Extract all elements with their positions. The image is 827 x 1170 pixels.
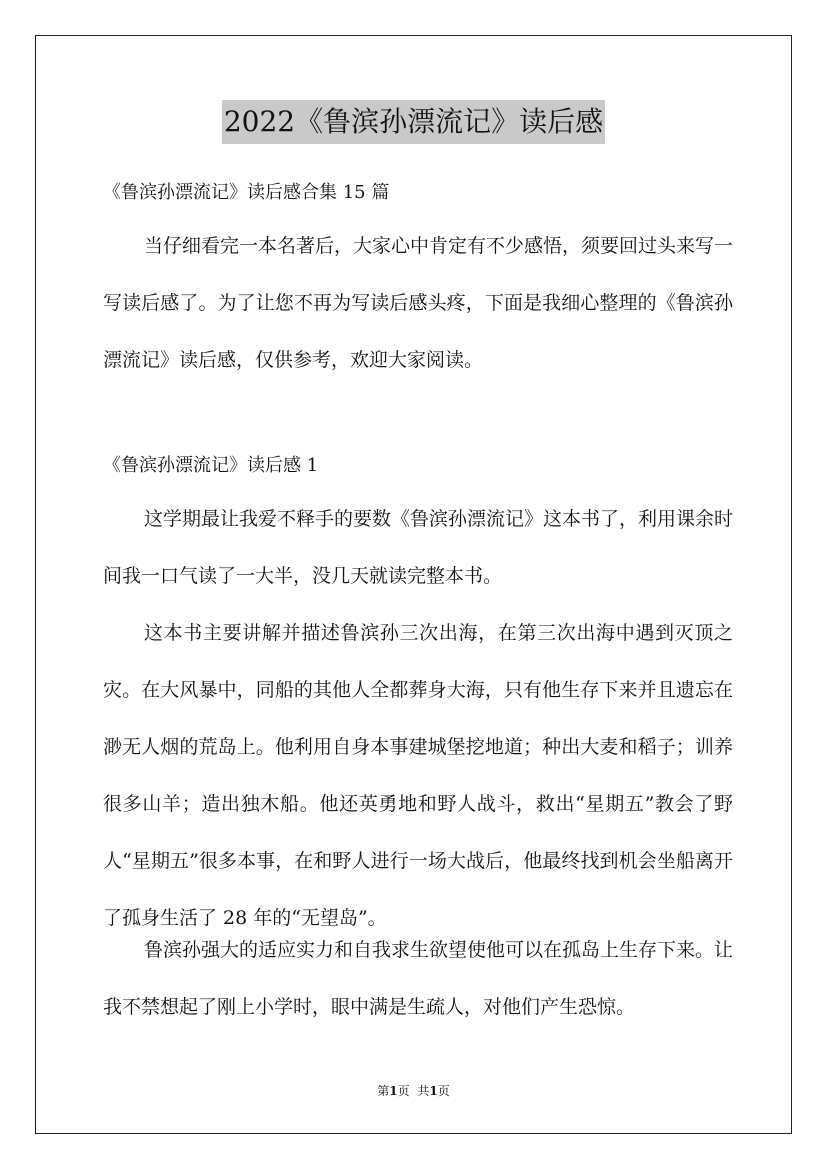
footer-page-suffix: 页	[397, 1084, 410, 1098]
intro-paragraph: 当仔细看完一本名著后，大家心中肯定有不少感悟，须要回过头来写一写读后感了。为了让您不再为写读后感头疼，下面是我细心整理的《鲁滨孙漂流记》读后感，仅供参考，欢迎大家阅读。	[103, 235, 734, 371]
footer-total-suffix: 页	[437, 1084, 450, 1098]
footer-page-number: 1	[389, 1084, 398, 1098]
page-footer	[0, 1083, 827, 1099]
body-paragraph-1: 这学期最让我爱不释手的要数《鲁滨孙漂流记》这本书了，利用课余时间我一口气读了一大半，没几天就读完整本书。	[103, 508, 734, 587]
document-title: 2022《鲁滨孙漂流记》读后感	[222, 100, 605, 144]
body-paragraph-2: 这本书主要讲解并描述鲁滨孙三次出海，在第三次出海中遇到灭顶之灾。在大风暴中，同船的其他人全都葬身大海，只有他生存下来并且遗忘在渺无人烟的荒岛上。他利用自身本事建城堡挖地道；种出大麦和稻子；训养很多山羊；造出独木船。他还英勇地和野人战斗，救出“星期五”教会了野人“星期五”很多本事，在和野人进行一场大战后，他最终找到机会坐船离开了孤身生活了 28 年的“无望岛”。	[103, 622, 733, 929]
section-heading: 《鲁滨孙漂流记》读后感 1	[103, 455, 319, 476]
body-paragraph-3: 鲁滨孙强大的适应实力和自我求生欲望使他可以在孤岛上生存下来。让我不禁想起了刚上小学时，眼中满是生疏人，对他们产生恐惊。	[103, 939, 734, 1018]
footer-page-prefix: 第	[377, 1084, 390, 1098]
footer-total-number: 1	[429, 1084, 438, 1098]
title-container	[0, 100, 827, 144]
footer-total-prefix: 共	[417, 1084, 430, 1098]
document-subtitle: 《鲁滨孙漂流记》读后感合集 15 篇	[103, 182, 390, 203]
